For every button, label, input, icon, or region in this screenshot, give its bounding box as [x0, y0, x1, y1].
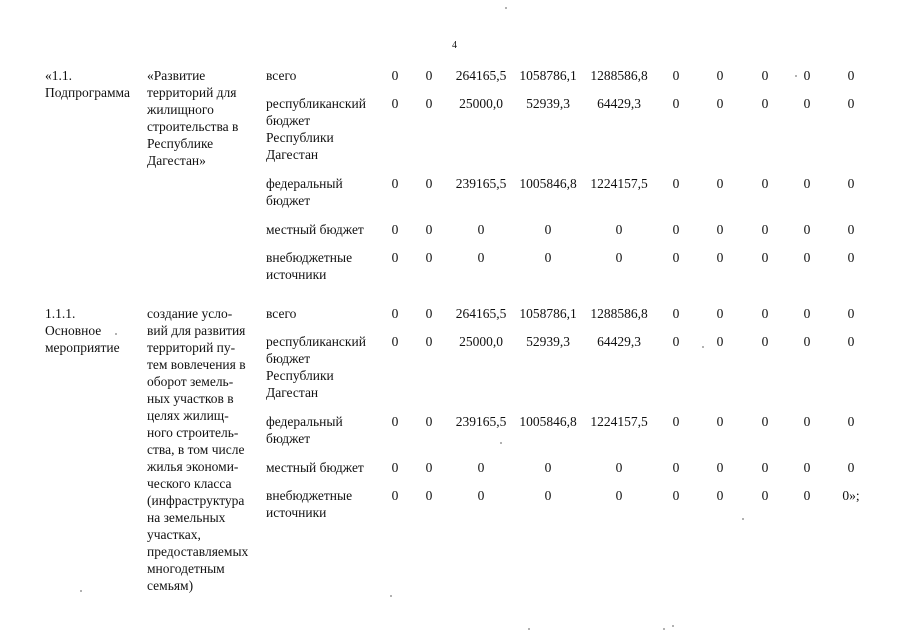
scan-speck — [505, 7, 507, 9]
funding-value: 0 — [425, 488, 433, 503]
funding-source-line: местный бюджет — [266, 222, 364, 237]
funding-source-line: бюджет — [266, 431, 311, 446]
program-name-line: строительства в — [147, 119, 239, 134]
program-name-line: Дагестан» — [147, 153, 206, 168]
funding-value: 0 — [425, 460, 433, 475]
funding-value: 0 — [847, 250, 855, 265]
program-name-line: жилья экономи- — [147, 459, 239, 474]
page-number: 4 — [452, 40, 457, 51]
funding-value: 1224157,5 — [590, 414, 648, 429]
funding-value: 0 — [761, 250, 769, 265]
program-name-line: вий для развития — [147, 323, 246, 338]
funding-value: 0 — [803, 306, 811, 321]
funding-source-line: федеральный — [266, 176, 343, 191]
scan-speck — [663, 628, 665, 630]
funding-value: 0 — [803, 96, 811, 111]
funding-value: 0 — [425, 96, 433, 111]
funding-value: 0 — [761, 96, 769, 111]
scan-speck — [795, 75, 797, 77]
funding-value: 0 — [761, 176, 769, 191]
funding-value: 0 — [716, 306, 724, 321]
funding-value: 0 — [425, 306, 433, 321]
funding-value: 64429,3 — [597, 334, 641, 349]
funding-source-line: бюджет — [266, 113, 311, 128]
funding-value: 0»; — [842, 488, 860, 503]
scan-speck — [672, 625, 674, 627]
funding-value: 0 — [847, 460, 855, 475]
program-name-line: «Развитие — [147, 68, 206, 83]
funding-value: 0 — [716, 96, 724, 111]
funding-source-line: бюджет — [266, 193, 311, 208]
funding-value: 0 — [716, 334, 724, 349]
program-code-line: Основное — [45, 323, 102, 338]
funding-value: 0 — [391, 176, 399, 191]
funding-value: 0 — [425, 414, 433, 429]
program-code-line: Подпрограмма — [45, 85, 130, 100]
funding-value: 239165,5 — [455, 176, 507, 191]
funding-value: 64429,3 — [597, 96, 641, 111]
funding-value: 0 — [391, 222, 399, 237]
program-code-line: 1.1.1. — [45, 306, 76, 321]
funding-value: 0 — [672, 222, 680, 237]
funding-source-line: местный бюджет — [266, 460, 364, 475]
funding-value: 0 — [672, 96, 680, 111]
funding-value: 0 — [477, 488, 485, 503]
funding-value: 0 — [803, 222, 811, 237]
funding-value: 0 — [615, 460, 623, 475]
funding-value: 0 — [761, 414, 769, 429]
funding-value: 1224157,5 — [590, 176, 648, 191]
funding-value: 0 — [847, 334, 855, 349]
funding-value: 0 — [477, 250, 485, 265]
funding-value: 1005846,8 — [519, 176, 577, 191]
funding-value: 0 — [391, 250, 399, 265]
funding-value: 0 — [391, 414, 399, 429]
funding-value: 264165,5 — [455, 306, 507, 321]
program-name-line: ных участков в — [147, 391, 234, 406]
scan-speck — [80, 590, 82, 592]
funding-source-line: внебюджетные — [266, 488, 353, 503]
scan-speck — [702, 346, 704, 348]
program-name-line: целях жилищ- — [147, 408, 229, 423]
funding-value: 0 — [847, 176, 855, 191]
program-name-line: предоставляемых — [147, 544, 249, 559]
funding-value: 0 — [544, 222, 552, 237]
program-name-line: ного строитель- — [147, 425, 239, 440]
funding-value: 264165,5 — [455, 68, 507, 83]
funding-value: 0 — [847, 306, 855, 321]
funding-source-line: республиканский — [266, 96, 366, 111]
funding-value: 0 — [803, 176, 811, 191]
funding-value: 1288586,8 — [590, 68, 648, 83]
funding-value: 0 — [425, 68, 433, 83]
funding-value: 0 — [615, 488, 623, 503]
funding-value: 0 — [672, 414, 680, 429]
funding-value: 0 — [425, 334, 433, 349]
funding-value: 0 — [761, 460, 769, 475]
funding-value: 0 — [391, 68, 399, 83]
funding-value: 0 — [803, 250, 811, 265]
funding-value: 0 — [761, 334, 769, 349]
program-name-line: многодетным — [147, 561, 225, 576]
funding-value: 0 — [672, 334, 680, 349]
program-name-line: жилищного — [147, 102, 214, 117]
funding-value: 0 — [672, 306, 680, 321]
program-name-line: территорий пу- — [147, 340, 236, 355]
funding-value: 0 — [672, 68, 680, 83]
funding-source-line: всего — [266, 306, 297, 321]
funding-value: 0 — [716, 68, 724, 83]
program-code-line: «1.1. — [45, 68, 72, 83]
funding-value: 0 — [716, 176, 724, 191]
funding-value: 1288586,8 — [590, 306, 648, 321]
funding-value: 0 — [847, 68, 855, 83]
scan-speck — [528, 628, 530, 630]
funding-value: 0 — [544, 250, 552, 265]
funding-value: 0 — [391, 96, 399, 111]
funding-value: 25000,0 — [459, 334, 503, 349]
funding-value: 0 — [803, 334, 811, 349]
scan-speck — [742, 518, 744, 520]
funding-value: 239165,5 — [455, 414, 507, 429]
funding-value: 1005846,8 — [519, 414, 577, 429]
funding-value: 0 — [803, 488, 811, 503]
funding-source-line: всего — [266, 68, 297, 83]
scan-speck — [115, 333, 117, 335]
funding-value: 0 — [672, 176, 680, 191]
funding-value: 0 — [803, 414, 811, 429]
funding-source-line: Республики — [266, 130, 334, 145]
funding-source-line: Дагестан — [266, 385, 319, 400]
funding-value: 0 — [803, 68, 811, 83]
funding-value: 1058786,1 — [519, 68, 577, 83]
scan-speck — [390, 595, 392, 597]
funding-value: 0 — [716, 488, 724, 503]
funding-value: 52939,3 — [526, 334, 570, 349]
funding-value: 0 — [761, 488, 769, 503]
funding-value: 0 — [425, 176, 433, 191]
program-name-line: Республике — [147, 136, 214, 151]
program-name-line: ства, в том числе — [147, 442, 245, 457]
funding-value: 0 — [425, 250, 433, 265]
funding-value: 0 — [672, 488, 680, 503]
program-name-line: на земельных — [147, 510, 226, 525]
funding-value: 0 — [847, 414, 855, 429]
funding-value: 0 — [477, 460, 485, 475]
funding-value: 0 — [615, 250, 623, 265]
program-name-line: (инфраструктура — [147, 493, 245, 508]
funding-value: 0 — [425, 222, 433, 237]
funding-value: 0 — [391, 488, 399, 503]
program-name-line: семьям) — [147, 578, 194, 593]
program-name-line: территорий для — [147, 85, 237, 100]
program-name-line: ческого класса — [147, 476, 232, 491]
funding-value: 0 — [716, 414, 724, 429]
funding-value: 0 — [761, 306, 769, 321]
funding-source-line: республиканский — [266, 334, 366, 349]
funding-value: 0 — [716, 460, 724, 475]
funding-value: 0 — [544, 460, 552, 475]
funding-value: 0 — [391, 334, 399, 349]
funding-value: 25000,0 — [459, 96, 503, 111]
funding-value: 0 — [672, 250, 680, 265]
program-name-line: создание усло- — [147, 306, 233, 321]
funding-value: 0 — [847, 96, 855, 111]
funding-source-line: федеральный — [266, 414, 343, 429]
funding-value: 0 — [716, 222, 724, 237]
funding-source-line: Республики — [266, 368, 334, 383]
scan-speck — [500, 442, 502, 444]
funding-source-line: Дагестан — [266, 147, 319, 162]
funding-value: 0 — [847, 222, 855, 237]
program-name-line: тем вовлечения в — [147, 357, 246, 372]
funding-value: 0 — [391, 460, 399, 475]
funding-value: 0 — [672, 460, 680, 475]
funding-source-line: источники — [266, 267, 327, 282]
funding-source-line: бюджет — [266, 351, 311, 366]
funding-value: 0 — [391, 306, 399, 321]
funding-value: 0 — [803, 460, 811, 475]
funding-value: 0 — [615, 222, 623, 237]
funding-value: 52939,3 — [526, 96, 570, 111]
funding-value: 0 — [716, 250, 724, 265]
funding-source-line: источники — [266, 505, 327, 520]
funding-value: 0 — [477, 222, 485, 237]
funding-value: 0 — [761, 68, 769, 83]
funding-value: 0 — [761, 222, 769, 237]
funding-value: 1058786,1 — [519, 306, 577, 321]
funding-source-line: внебюджетные — [266, 250, 353, 265]
program-name-line: оборот земель- — [147, 374, 234, 389]
program-name-line: участках, — [147, 527, 201, 542]
funding-value: 0 — [544, 488, 552, 503]
program-code-line: мероприятие — [45, 340, 120, 355]
